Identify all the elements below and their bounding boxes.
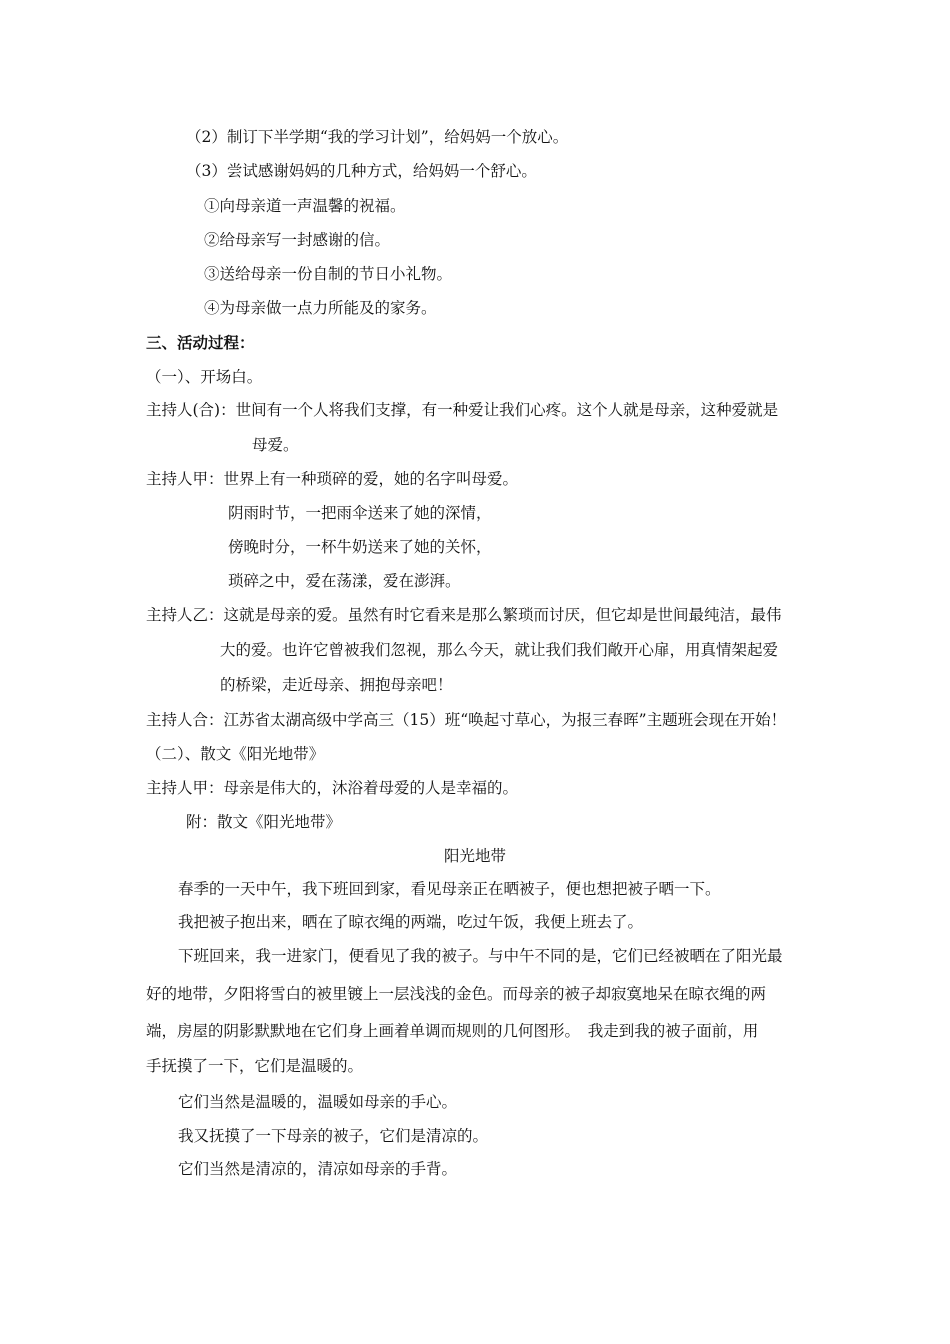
part1-title: （一）、开场白。	[146, 368, 263, 386]
essay-paragraph-3d: 手抚摸了一下，它们是温暖的。	[146, 1057, 364, 1075]
host-both-line-2: 主持人合：江苏省太湖高级中学高三（15）班“唤起寸草心，为报三春晖”主题班会现在开始！	[146, 711, 787, 729]
host-a-line-1: 主持人甲：世界上有一种琐碎的爱，她的名字叫母爱。	[146, 470, 519, 488]
essay-paragraph-2: 我把被子抱出来，晒在了晾衣绳的两端，吃过午饭，我便上班去了。	[178, 913, 644, 931]
essay-paragraph-4: 它们当然是温暖的，温暖如母亲的手心。	[178, 1093, 458, 1111]
host-b-line-1c: 的桥梁，走近母亲、拥抱母亲吧！	[220, 676, 453, 694]
host-a-poem-2: 傍晚时分，一杯牛奶送来了她的关怀，	[228, 538, 492, 556]
plan-item-3: （3）尝试感谢妈妈的几种方式，给妈妈一个舒心。	[186, 162, 537, 180]
essay-paragraph-6: 它们当然是清凉的，清凉如母亲的手背。	[178, 1160, 458, 1178]
essay-paragraph-3a: 下班回来，我一进家门，便看见了我的被子。与中午不同的是，它们已经被晒在了阳光最	[178, 947, 783, 965]
essay-paragraph-5: 我又抚摸了一下母亲的被子，它们是清凉的。	[178, 1127, 489, 1145]
host-a-poem-1: 阴雨时节，一把雨伞送来了她的深情，	[228, 504, 492, 522]
host-both-line-1a: 主持人(合)：世间有一个人将我们支撑，有一种爱让我们心疼。这个人就是母亲，这种爱就是	[146, 401, 779, 419]
plan-sub-item-1: ①向母亲道一声温馨的祝福。	[204, 197, 406, 215]
host-both-line-1b: 母爱。	[252, 436, 299, 454]
plan-sub-item-4: ④为母亲做一点力所能及的家务。	[204, 299, 437, 317]
part2-title: （二）、散文《阳光地带》	[146, 745, 325, 763]
host-a-poem-3: 琐碎之中，爱在荡漾，爱在澎湃。	[228, 572, 461, 590]
essay-paragraph-3b: 好的地带，夕阳将雪白的被里镀上一层浅浅的金色。而母亲的被子却寂寞地呆在晾衣绳的两	[146, 985, 767, 1003]
appendix-note: 附：散文《阳光地带》	[186, 813, 342, 831]
host-b-line-1b: 大的爱。也许它曾被我们忽视，那么今天，就让我们我们敞开心扉，用真情架起爱	[220, 641, 779, 659]
plan-item-2: （2）制订下半学期“我的学习计划”，给妈妈一个放心。	[186, 128, 569, 146]
host-a-line-2: 主持人甲：母亲是伟大的，沐浴着母爱的人是幸福的。	[146, 779, 519, 797]
section-heading: 三、活动过程：	[146, 334, 255, 352]
essay-paragraph-1: 春季的一天中午，我下班回到家，看见母亲正在晒被子，便也想把被子晒一下。	[178, 880, 721, 898]
essay-title: 阳光地带	[443, 847, 506, 865]
essay-paragraph-3c: 端，房屋的阴影默默地在它们身上画着单调而规则的几何图形。 我走到我的被子面前，用	[146, 1022, 759, 1040]
host-b-line-1a: 主持人乙：这就是母亲的爱。虽然有时它看来是那么繁琐而讨厌，但它却是世间最纯洁，最伟	[146, 606, 782, 624]
plan-sub-item-2: ②给母亲写一封感谢的信。	[204, 231, 391, 249]
plan-sub-item-3: ③送给母亲一份自制的节日小礼物。	[204, 265, 453, 283]
